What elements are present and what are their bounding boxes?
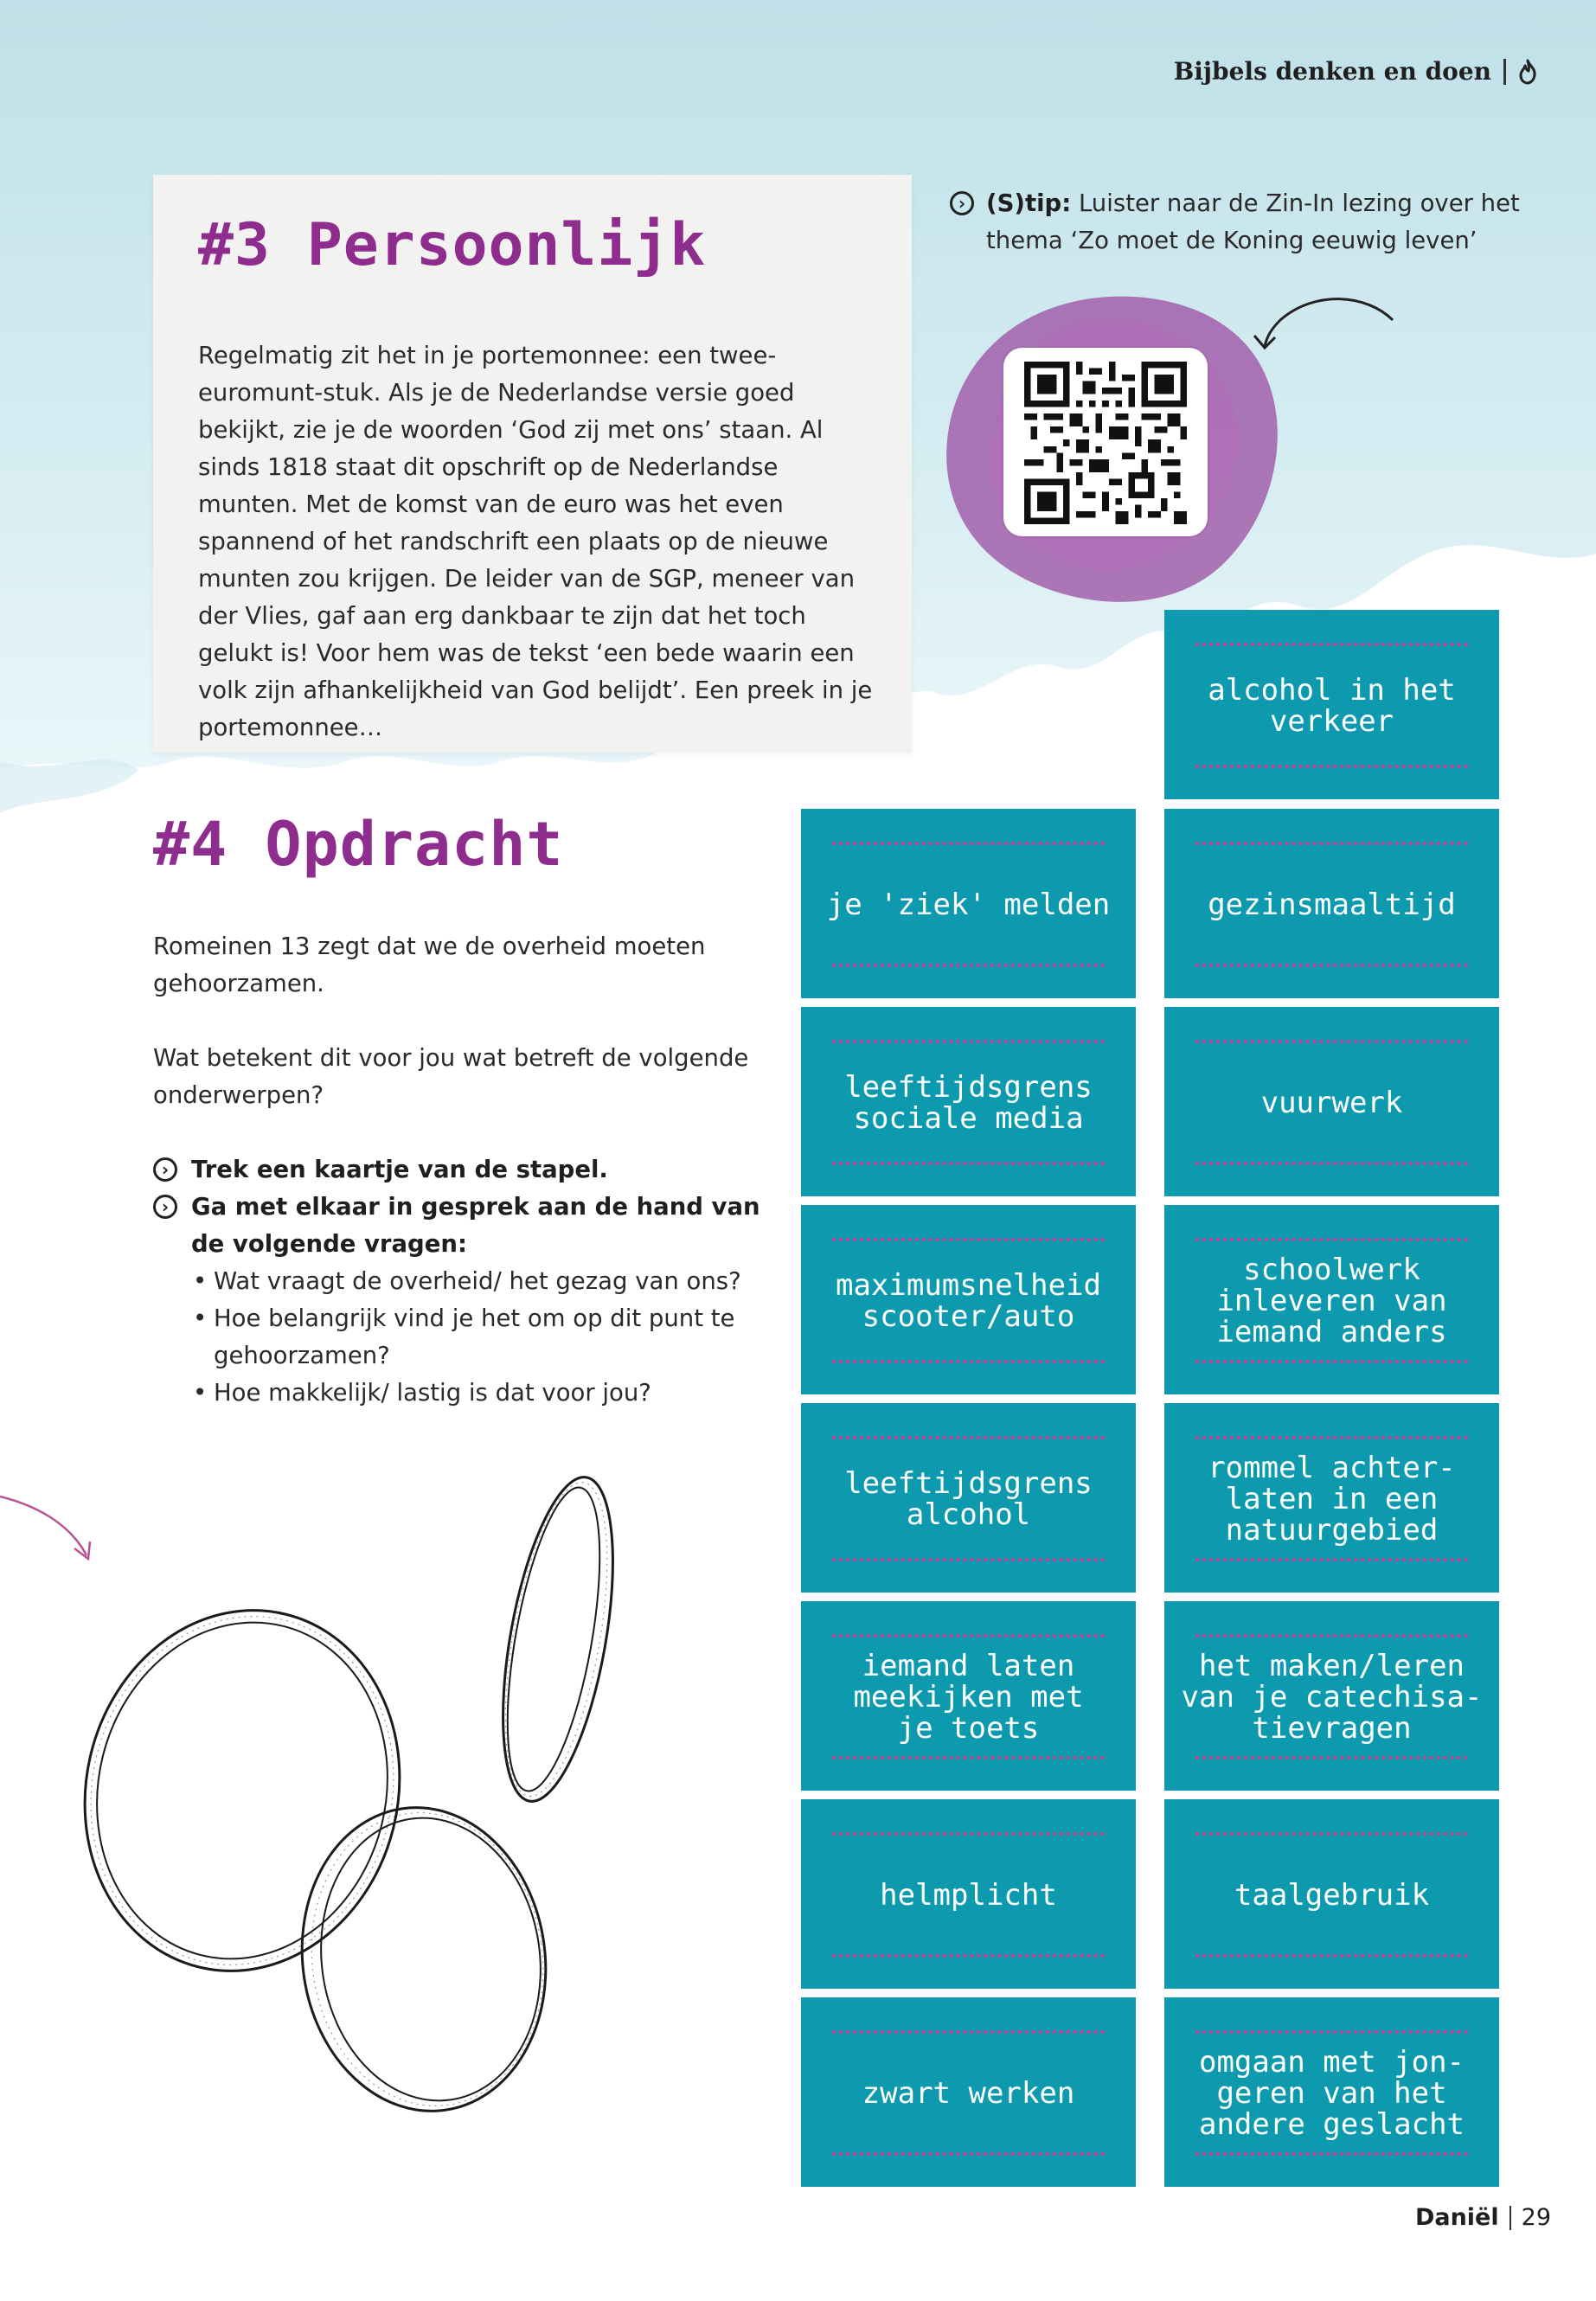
- step-text: Ga met elkaar in gesprek aan de hand van de volgende vragen:: [191, 1193, 760, 1258]
- topic-card[interactable]: [801, 1799, 1136, 1989]
- dotted-rule: [832, 1360, 1105, 1363]
- qr-code-icon: [1024, 362, 1187, 524]
- dotted-rule: [832, 1954, 1105, 1958]
- topic-card[interactable]: [801, 1403, 1136, 1593]
- flame-icon: [1518, 59, 1537, 85]
- section-4-question: Wat betekent dit voor jou wat betreft de volgende onderwerpen?: [153, 1044, 749, 1109]
- coin-outline: [303, 1804, 558, 2115]
- coin-outline: [283, 1791, 565, 2127]
- footer-divider: [1509, 2206, 1511, 2230]
- section-3-body: Regelmatig zit het in je portemonnee: een twee-euromunt-stuk. Als je de Nederlandse versie goed bekijkt, zie je de woorden ‘God zij met ons’ staan. Al sinds 1818 staat dit opschrift op de Nederlandse munten. Met de komst van de euro was het even spannend of het randschrift een plaats op de nieuwe munten zou krijgen. De leider van de SGP, meneer van der Vlies, gaf aan erg dankbaar te zijn dat het toch gelukt is! Voor hem was de tekst ‘een bede waarin een volk zijn afhankelijkheid van God belijdt’. Een preek in je portemonnee…: [198, 342, 873, 741]
- dotted-rule: [1195, 765, 1468, 768]
- step-item: [153, 1151, 776, 1189]
- dotted-rule: [1195, 1954, 1468, 1958]
- step-item: [153, 1189, 776, 1263]
- topic-card-label: iemand laten meekijken met je toets: [853, 1648, 1084, 1746]
- topic-card[interactable]: [801, 1205, 1136, 1394]
- topic-card-label: het maken/leren van je catechisa- tievragen: [1181, 1648, 1483, 1746]
- curved-arrow-icon: [1237, 285, 1401, 363]
- coin-outline: [62, 1592, 423, 1990]
- topic-card[interactable]: [801, 809, 1136, 998]
- dotted-rule: [1195, 1756, 1468, 1759]
- topic-card[interactable]: [801, 1997, 1136, 2187]
- dotted-rule: [1195, 2030, 1468, 2034]
- topic-card[interactable]: [1164, 1007, 1499, 1196]
- opdracht-section: [153, 809, 776, 1412]
- dotted-rule: [1195, 1162, 1468, 1165]
- topic-card-label: schoolwerk inleveren van iemand anders: [1216, 1252, 1447, 1349]
- page-footer: [1415, 2204, 1551, 2231]
- topic-card[interactable]: [1164, 1403, 1499, 1593]
- step-text: Trek een kaartje van de stapel.: [191, 1156, 608, 1183]
- question-text: Hoe makkelijk/ lastig is dat voor jou?: [214, 1379, 651, 1407]
- dotted-rule: [1195, 643, 1468, 646]
- topic-card-label: vuurwerk: [1260, 1085, 1403, 1120]
- question-list: [193, 1263, 776, 1412]
- tip-box: [950, 185, 1521, 260]
- tip-text: Luister naar de Zin-In lezing over het thema ‘Zo moet de Koning eeuwig leven’: [986, 189, 1520, 254]
- page-number: 29: [1521, 2204, 1551, 2231]
- dotted-rule: [1195, 842, 1468, 845]
- topic-card[interactable]: [1164, 610, 1499, 799]
- step-list: [153, 1151, 776, 1412]
- dotted-rule: [1195, 1558, 1468, 1561]
- topic-card-label: maximumsnelheid scooter/auto: [835, 1267, 1102, 1334]
- topic-card[interactable]: [1164, 1997, 1499, 2187]
- section-3-title: #3 Persoonlijk: [198, 211, 707, 279]
- topic-card-label: taalgebruik: [1234, 1877, 1430, 1913]
- dotted-rule: [832, 1162, 1105, 1165]
- question-item: [193, 1375, 776, 1412]
- footer-book-title: Daniël: [1414, 2204, 1499, 2231]
- topic-card[interactable]: [1164, 1601, 1499, 1791]
- topic-card-label: leeftijdsgrens sociale media: [844, 1069, 1093, 1136]
- dotted-rule: [1195, 1238, 1468, 1241]
- dotted-rule: [832, 2152, 1105, 2156]
- dotted-rule: [1195, 1832, 1468, 1836]
- chevron-right-circle-icon: ›: [153, 1195, 177, 1219]
- tip-label: (S)tip:: [986, 189, 1072, 217]
- dotted-rule: [1195, 964, 1468, 967]
- running-header: [1174, 57, 1537, 86]
- dotted-rule: [832, 1238, 1105, 1241]
- question-text: Wat vraagt de overheid/ het gezag van ons?: [214, 1267, 741, 1295]
- bullet-mark: •: [193, 1304, 208, 1332]
- dotted-rule: [832, 1756, 1105, 1759]
- chevron-right-circle-icon: ›: [950, 191, 974, 215]
- dotted-rule: [832, 1040, 1105, 1043]
- qr-code[interactable]: [1003, 348, 1208, 536]
- bullet-mark: •: [193, 1267, 208, 1295]
- section-4-title: #4 Opdracht: [153, 809, 564, 880]
- topic-card-label: zwart werken: [862, 2075, 1075, 2111]
- topic-card-label: rommel achter- laten in een natuurgebied: [1208, 1450, 1456, 1548]
- topic-card-label: leeftijdsgrens alcohol: [844, 1465, 1093, 1532]
- coin-outline: [52, 1577, 437, 2005]
- dotted-rule: [1195, 1040, 1468, 1043]
- dotted-rule: [832, 2030, 1105, 2034]
- dotted-rule: [1195, 1436, 1468, 1439]
- persoonlijk-card: [153, 175, 912, 753]
- dotted-rule: [832, 1832, 1105, 1836]
- topic-card[interactable]: [1164, 809, 1499, 998]
- topic-card-label: omgaan met jon- geren van het andere geslacht: [1198, 2044, 1465, 2142]
- topic-card[interactable]: [801, 1007, 1136, 1196]
- coins-sketch: [52, 1471, 657, 2163]
- dotted-rule: [832, 1436, 1105, 1439]
- topic-card[interactable]: [1164, 1799, 1499, 1989]
- dotted-rule: [832, 842, 1105, 845]
- dotted-rule: [832, 964, 1105, 967]
- topic-card-label: alcohol in het verkeer: [1208, 672, 1456, 739]
- dotted-rule: [1195, 1360, 1468, 1363]
- topic-card-label: gezinsmaaltijd: [1208, 887, 1456, 922]
- topic-card[interactable]: [1164, 1205, 1499, 1394]
- topic-card[interactable]: [801, 1601, 1136, 1791]
- dotted-rule: [832, 1558, 1105, 1561]
- dotted-rule: [1195, 2152, 1468, 2156]
- dotted-rule: [1195, 1634, 1468, 1638]
- header-divider: [1503, 59, 1506, 85]
- topic-card-label: je 'ziek' melden: [826, 887, 1111, 922]
- question-text: Hoe belangrijk vind je het om op dit punt te gehoorzamen?: [214, 1304, 735, 1369]
- dotted-rule: [832, 1634, 1105, 1638]
- chevron-right-circle-icon: ›: [153, 1157, 177, 1182]
- bullet-mark: •: [193, 1379, 208, 1407]
- section-4-intro: Romeinen 13 zegt dat we de overheid moeten gehoorzamen.: [153, 933, 706, 997]
- question-item: [193, 1300, 776, 1375]
- topic-card-label: helmplicht: [880, 1877, 1057, 1913]
- question-item: [193, 1263, 776, 1300]
- running-title: Bijbels denken en doen: [1173, 57, 1491, 86]
